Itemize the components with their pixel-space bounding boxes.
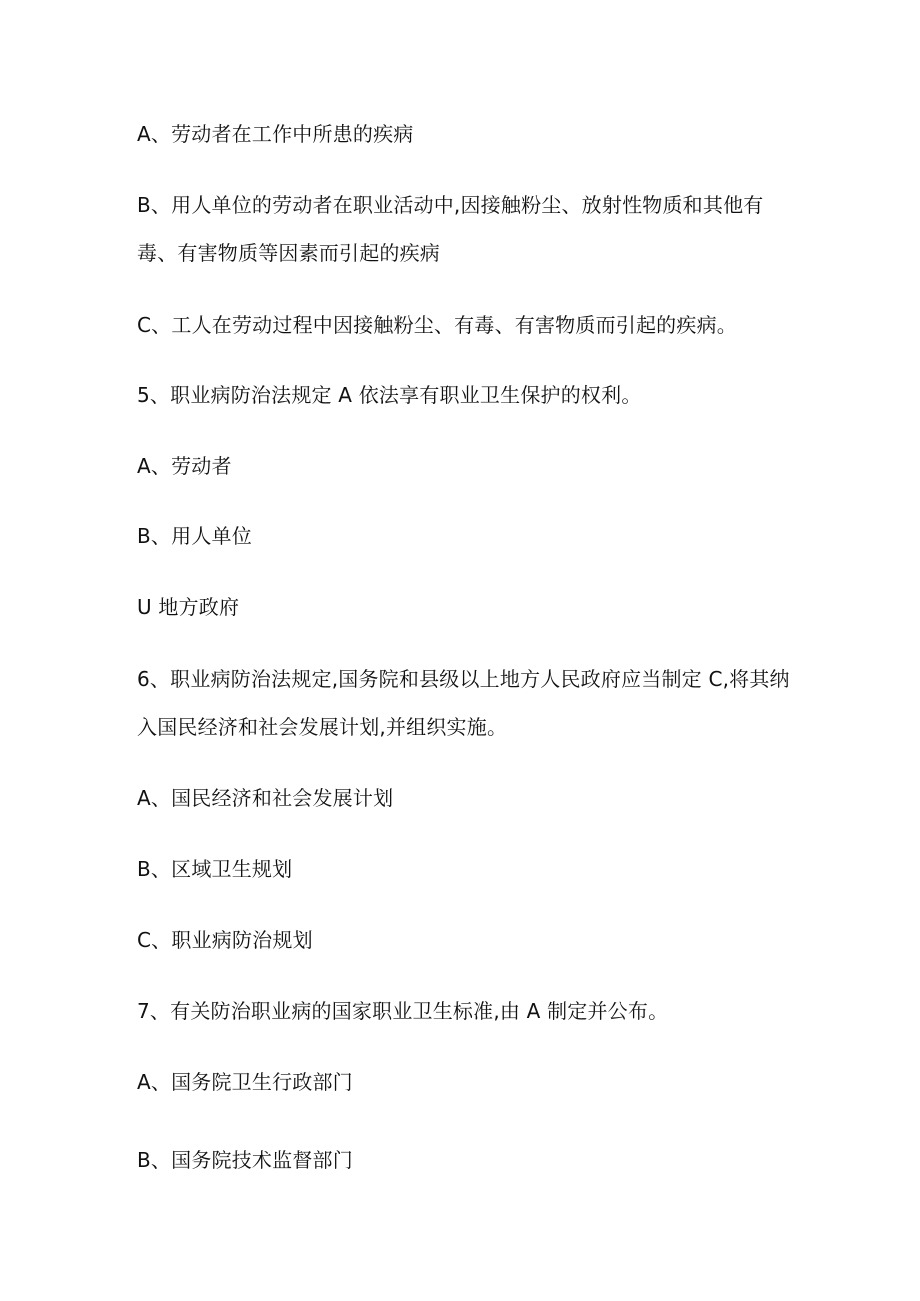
- q5-option-b: B、用人单位: [137, 524, 252, 548]
- question-6-text-line-2: 入国民经济和社会发展计划,并组织实施。: [137, 715, 508, 739]
- question-7-text: 7、有关防治职业病的国家职业卫生标准,由 A 制定并公布。: [137, 999, 669, 1023]
- question-5-text: 5、职业病防治法规定 A 依法享有职业卫生保护的权利。: [137, 383, 642, 407]
- q5-option-c: U 地方政府: [137, 595, 240, 619]
- q5-option-a: A、劳动者: [137, 454, 232, 478]
- q7-option-a: A、国务院卫生行政部门: [137, 1070, 353, 1094]
- option-b-text-line-2: 毒、有害物质等因素而引起的疾病: [137, 241, 440, 265]
- option-a-text: A、劳动者在工作中所患的疾病: [137, 122, 414, 146]
- q6-option-a: A、国民经济和社会发展计划: [137, 786, 394, 810]
- q7-option-b: B、国务院技术监督部门: [137, 1148, 353, 1172]
- option-b-text-line-1: B、用人单位的劳动者在职业活动中,因接触粉尘、放射性物质和其他有: [137, 193, 764, 217]
- question-6-text-line-1: 6、职业病防治法规定,国务院和县级以上地方人民政府应当制定 C,将其纳: [137, 667, 790, 691]
- q6-option-c: C、职业病防治规划: [137, 928, 313, 952]
- option-c-text: C、工人在劳动过程中因接触粉尘、有毒、有害物质而引起的疾病。: [137, 313, 737, 337]
- q6-option-b: B、区域卫生规划: [137, 857, 293, 881]
